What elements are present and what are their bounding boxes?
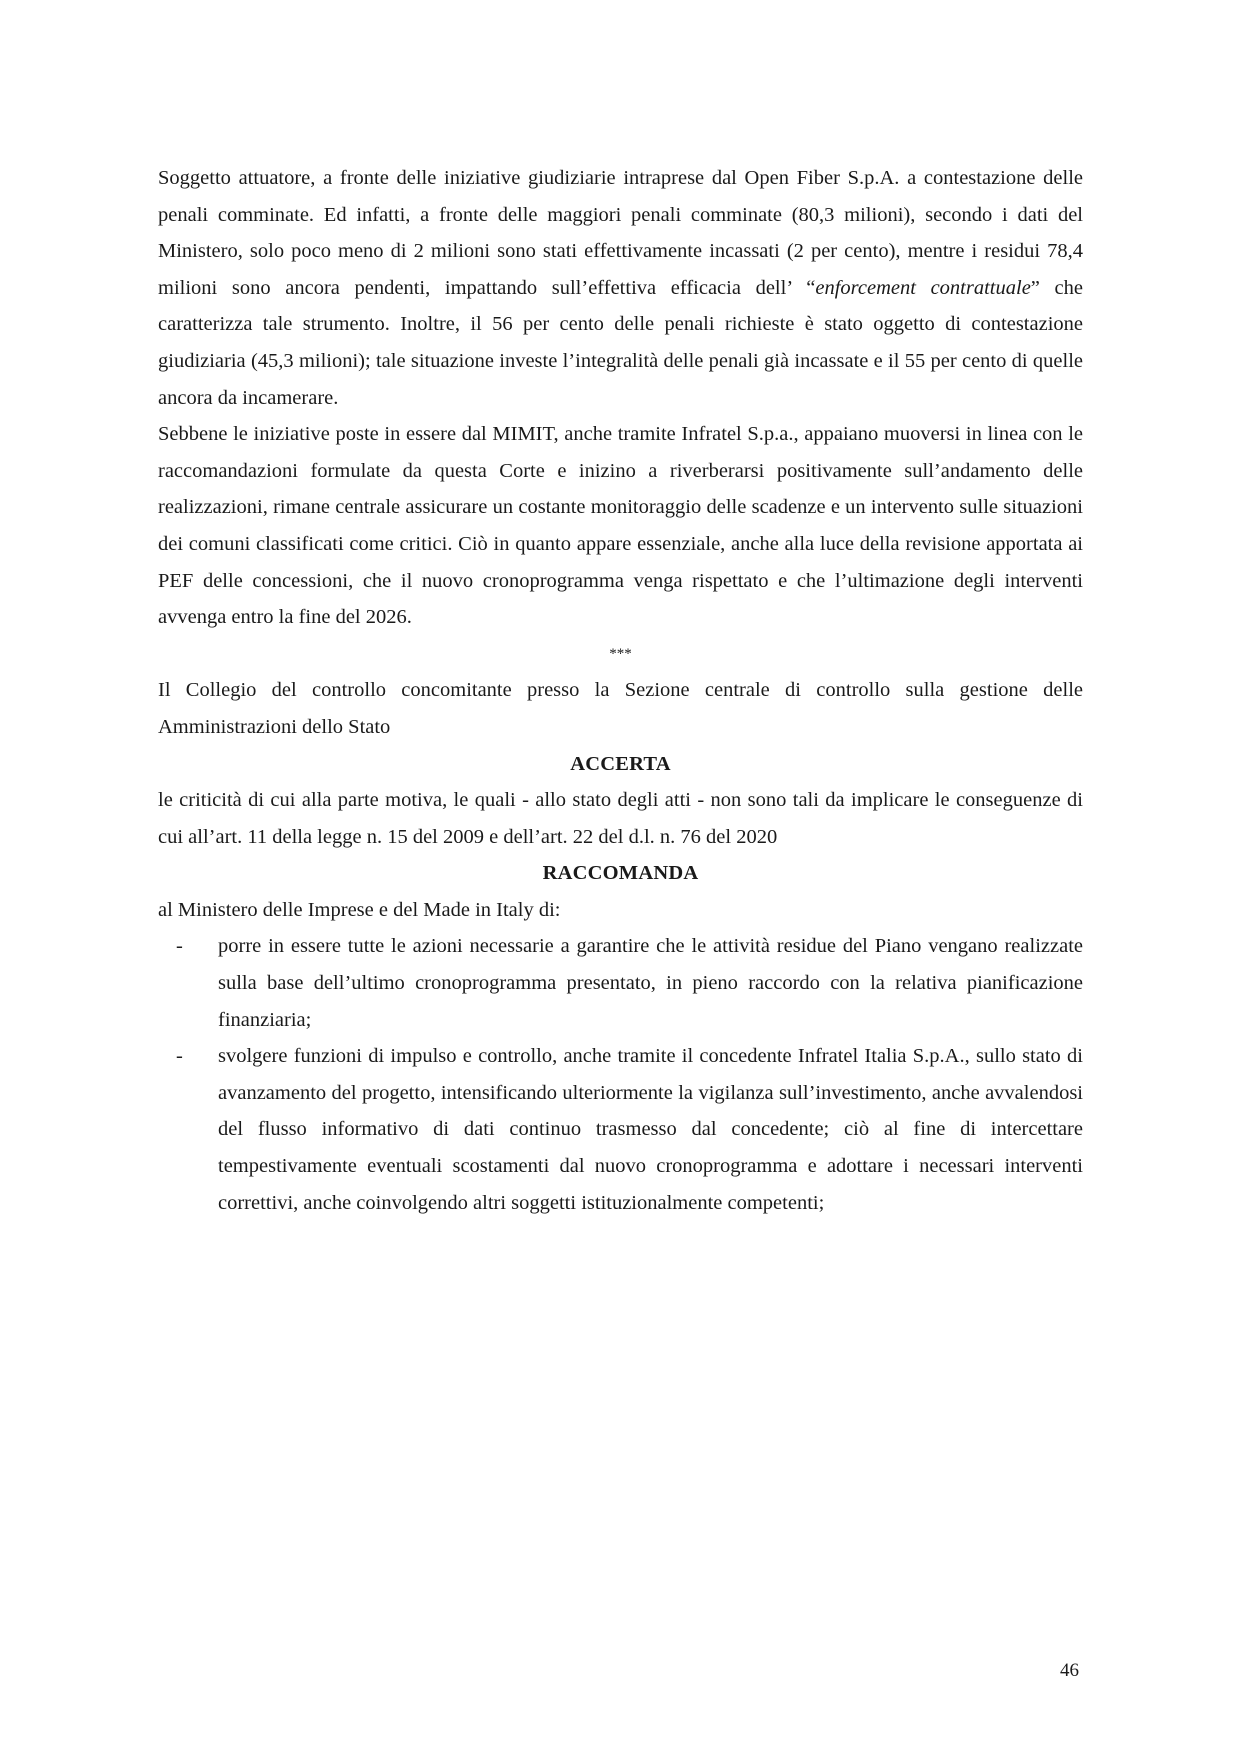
document-page-body xyxy=(158,160,1083,1221)
paragraph-ministero: al Ministero delle Imprese e del Made in Italy di: xyxy=(158,898,561,921)
recommendation-list xyxy=(158,928,1083,1221)
paragraph-mimit-initiatives: Sebbene le iniziative poste in essere dal MIMIT, anche tramite Infratel S.p.a., appaiano muoversi in linea con le raccomandazioni formulate da questa Corte e inizino a riverberarsi positivamente sull’andamento delle realizzazioni, rimane centrale assicurare un costante monitoraggio delle scadenze e un intervento sulle situazioni dei comuni classificati come critici. Ciò in quanto appare essenziale, anche alla luce della revisione apportata ai PEF delle concessioni, che il nuovo cronoprogramma venga rispettato e che l’ultimazione degli interventi avvenga entro la fine del 2026. xyxy=(158,423,1083,629)
heading-accerta: ACCERTA xyxy=(570,752,671,775)
section-separator: *** xyxy=(609,645,632,662)
paragraph-penalties-emphasis: enforcement contrattuale xyxy=(815,276,1031,299)
list-item xyxy=(158,928,1083,1038)
list-item-text: svolgere funzioni di impulso e controllo, anche tramite il concedente Infratel Italia S.p.A., sullo stato di avanzamento del progetto, intensificando ulteriormente la vigilanza sull’investimento, anche avvalendosi del flusso informativo di dati continuo trasmesso dal concedente; ciò al fine di intercettare tempestivamente eventuali scostamenti dal nuovo cronoprogramma e adottare i necessari interventi correttivi, anche coinvolgendo altri soggetti istituzionalmente competenti; xyxy=(218,1045,1083,1214)
paragraph-penalties-text-a: Soggetto attuatore, a fronte delle iniziative giudiziarie intraprese dal Open Fiber S.p.A. a contestazione delle penali comminate. Ed infatti, a fronte delle maggiori penali comminate (80,3 milioni), secondo i dati del Ministero, solo poco meno di 2 milioni sono stati effettivamente incassati (2 per cento), mentre i residui 78,4 milioni sono ancora pendenti, impattando sull’effettiva efficacia dell’ “ xyxy=(158,167,1083,299)
dash-bullet-icon: - xyxy=(176,935,183,958)
dash-bullet-icon: - xyxy=(176,1045,183,1068)
paragraph-penalties xyxy=(158,160,1083,416)
list-item-text: porre in essere tutte le azioni necessarie a garantire che le attività residue del Piano vengano realizzate sulla base dell’ultimo cronoprogramma presentato, in pieno raccordo con la relativa pianificazione finanziaria; xyxy=(218,935,1083,1031)
page-number: 46 xyxy=(1060,1660,1079,1681)
paragraph-penalties-text-b: ” che caratterizza tale strumento. Inoltre, il 56 per cento delle penali richieste è stato oggetto di contestazione giudiziaria (45,3 milioni); tale situazione investe l’integralità delle penali già incassate e il 55 per cento di quelle ancora da incamerare. xyxy=(158,276,1083,409)
paragraph-criticita: le criticità di cui alla parte motiva, le quali - allo stato degli atti - non sono tali da implicare le conseguenze di cui all’art. 11 della legge n. 15 del 2009 e dell’art. 22 del d.l. n. 76 del 2020 xyxy=(158,789,1083,848)
heading-raccomanda: RACCOMANDA xyxy=(542,862,699,885)
paragraph-collegio: Il Collegio del controllo concomitante presso la Sezione centrale di controllo sulla gestione delle Amministrazioni dello Stato xyxy=(158,679,1083,738)
list-item xyxy=(158,1038,1083,1221)
